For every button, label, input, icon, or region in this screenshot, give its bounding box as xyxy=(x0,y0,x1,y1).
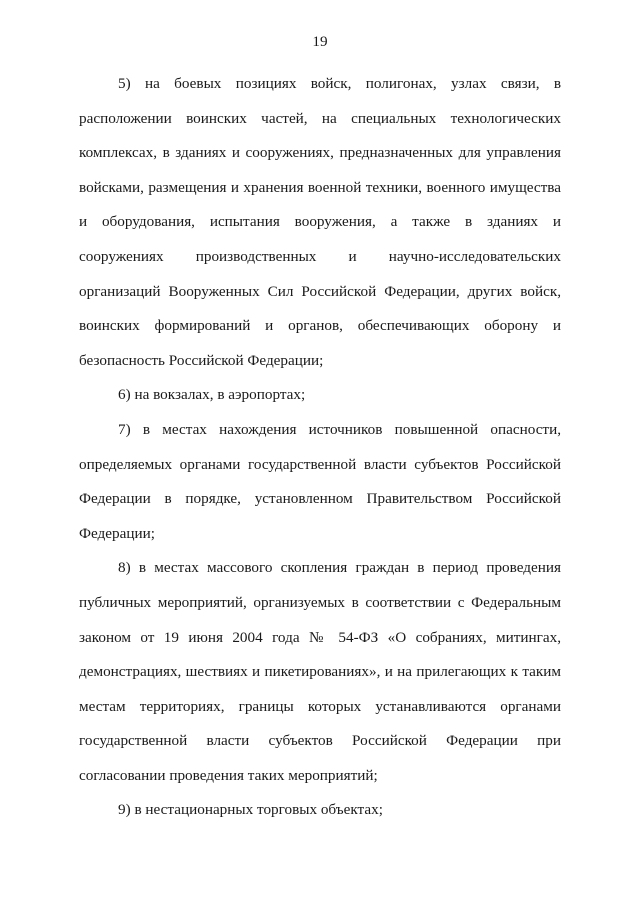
page-number: 19 xyxy=(312,33,328,50)
paragraph-item-8: 8) в местах массового скопления граждан в период проведения публичных мероприятий, организуемых в соответствии с Федеральным законом от 19 июня 2004 года № 54-ФЗ «О собраниях, митингах, демонстрациях, шествиях и пикетированиях», и на прилегающих к таким местам территориях, границы которых устанавливаются органами государственной власти субъектов Российской Федерации при согласовании проведения таких мероприятий; xyxy=(79,559,561,784)
document-body xyxy=(79,67,561,828)
paragraph-item-5: 5) на боевых позициях войск, полигонах, узлах связи, в расположении воинских частей, на специальных технологических комплексах, в зданиях и сооружениях, предназначенных для управления войсками, размещения и хранения военной техники, военного имущества и оборудования, испытания вооружения, а также в зданиях и сооружениях производственных и научно-исследовательских организаций Вооруженных Сил Российской Федерации, других войск, воинских формирований и органов, обеспечивающих оборону и безопасность Российской Федерации; xyxy=(79,75,561,369)
paragraph-item-9: 9) в нестационарных торговых объектах; xyxy=(118,801,383,819)
paragraph-item-7: 7) в местах нахождения источников повышенной опасности, определяемых органами государственной власти субъектов Российской Федерации в порядке, установленном Правительством Российской Федерации; xyxy=(79,420,561,542)
paragraph-item-6: 6) на вокзалах, в аэропортах; xyxy=(118,386,306,404)
